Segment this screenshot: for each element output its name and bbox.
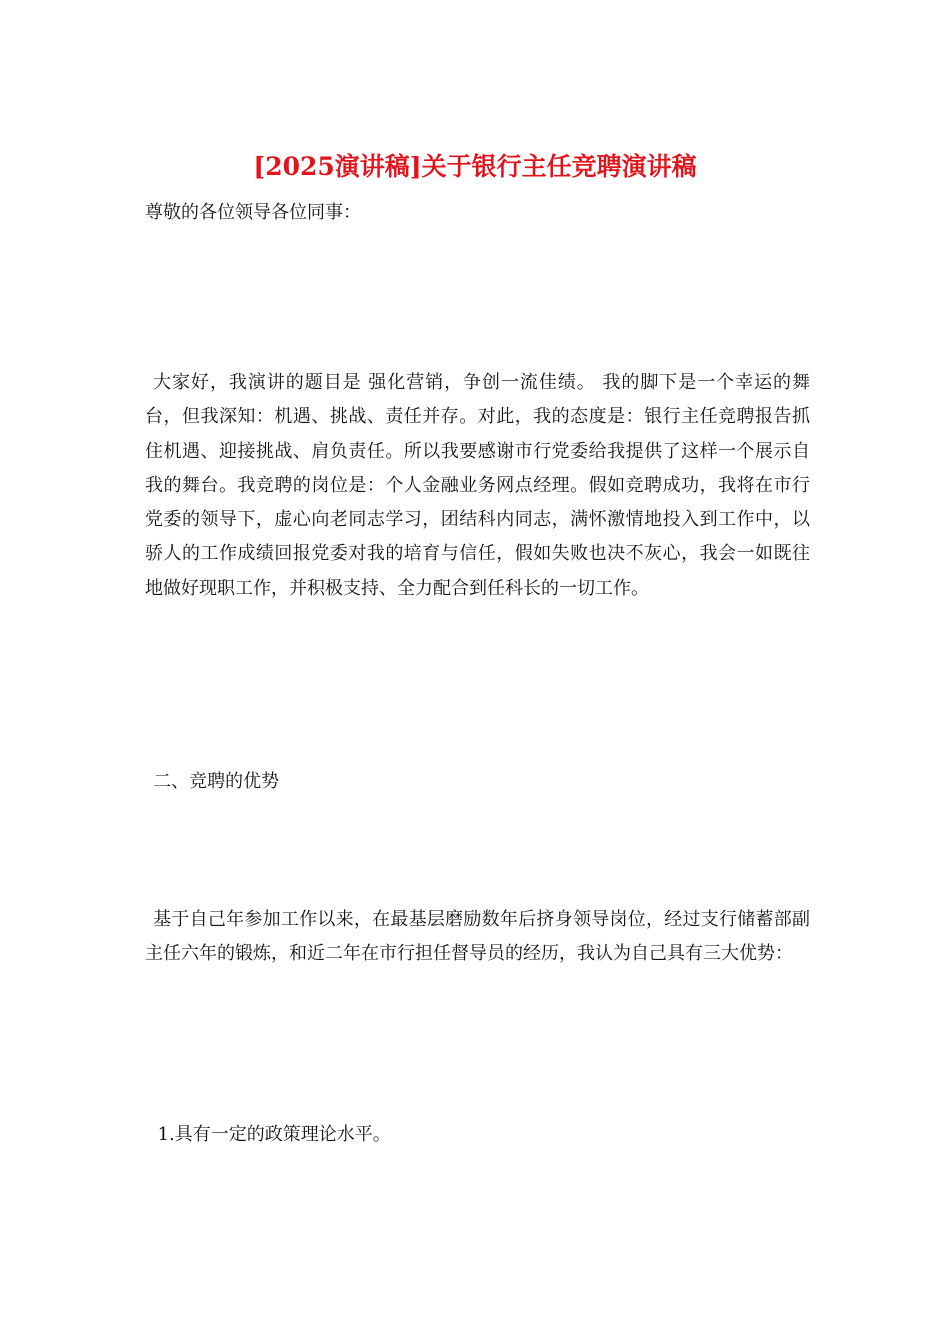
salutation: 尊敬的各位领导各位同事：	[145, 202, 361, 223]
document-title: [2025演讲稿]关于银行主任竞聘演讲稿	[253, 152, 697, 181]
paragraph-intro: 大家好，我演讲的题目是 强化营销，争创一流佳绩。 我的脚下是一个幸运的舞台，但我深知：机遇、挑战、责任并存。对此，我的态度是：银行主任竞聘报告抓住机遇、迎接挑战、肩负责任。所以我要感谢市行党委给我提供了这样一个展示自我的舞台。我竞聘的岗位是：个人金融业务网点经理。假如竞聘成功，我将在市行党委的领导下，虚心向老同志学习，团结科内同志，满怀激情地投入到工作中，以骄人的工作成绩回报党委对我的培育与信任，假如失败也决不灰心，我会一如既往地做好现职工作，并积极支持、全力配合到任科长的一切工作。	[145, 372, 810, 599]
section-heading-advantages: 二、竞聘的优势	[153, 771, 280, 792]
paragraph-advantages: 基于自己年参加工作以来，在最基层磨励数年后挤身领导岗位，经过支行储蓄部副主任六年的锻炼，和近二年在市行担任督导员的经历，我认为自己具有三大优势：	[145, 909, 810, 965]
list-item-policy-theory: 1.具有一定的政策理论水平。	[157, 1124, 391, 1145]
